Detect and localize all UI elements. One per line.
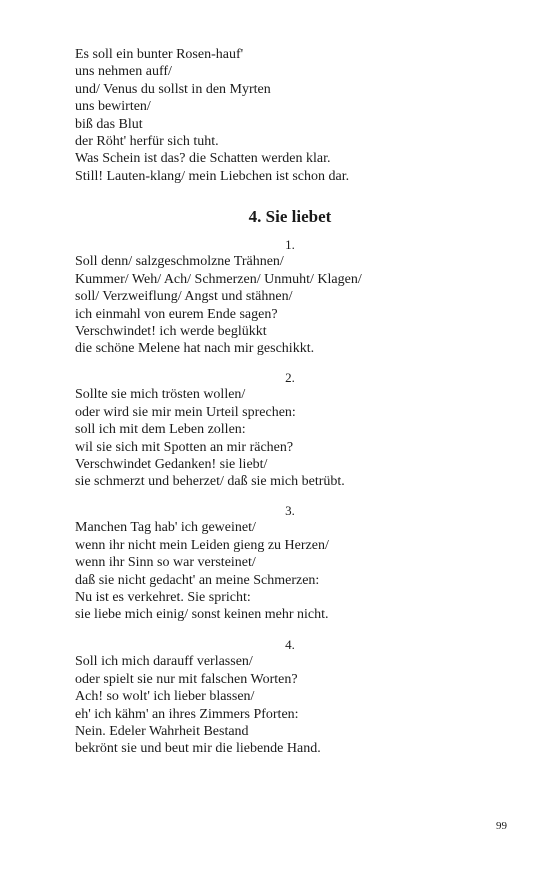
verse-line: wil sie sich mit Spotten an mir rächen? [75, 439, 294, 455]
verse-line: Verschwindet! ich werde beglükkt [75, 324, 267, 340]
verse-line: Sollte sie mich trösten wollen/ [75, 387, 246, 403]
verse-line: der Röht' herfür sich tuht. [75, 134, 219, 150]
poem-title: 4. Sie liebet [248, 207, 332, 226]
stanza-4 [75, 636, 515, 758]
verse-line: sie schmerzt und beherzet/ daß sie mich betrübt. [75, 474, 345, 490]
verse-line: Es soll ein bunter Rosen-hauf' [75, 47, 244, 62]
verse-line: und/ Venus du sollst in den Myrten [75, 81, 271, 97]
intro-verse [75, 46, 515, 185]
stanza-number: 2. [285, 370, 295, 385]
verse-line: oder spielt sie nur mit falschen Worten? [75, 671, 298, 687]
verse-line: Nein. Edeler Wahrheit Bestand [75, 724, 249, 740]
verse-line: Still! Lauten-klang/ mein Liebchen ist schon dar. [75, 168, 350, 184]
verse-line: eh' ich kähm' an ihres Zimmers Pforten: [75, 706, 299, 722]
verse-line: Ach! so wolt' ich lieber blassen/ [75, 689, 255, 705]
verse-line: sie liebe mich einig/ sonst keinen mehr nicht. [75, 607, 329, 623]
verse-line: die schöne Melene hat nach mir geschikkt. [75, 341, 315, 357]
verse-line: soll ich mit dem Leben zollen: [75, 422, 246, 438]
verse-line: wenn ihr Sinn so war versteinet/ [75, 555, 256, 571]
verse-line: Verschwindet Gedanken! sie liebt/ [75, 457, 268, 473]
verse-line: soll/ Verzweiflung/ Angst und stähnen/ [75, 289, 293, 305]
stanza-number: 3. [285, 503, 295, 518]
verse-line: Kummer/ Weh/ Ach/ Schmerzen/ Unmuht/ Klagen/ [75, 271, 362, 287]
verse-line: Manchen Tag hab' ich geweinet/ [75, 520, 256, 536]
verse-line: Soll ich mich darauff verlassen/ [75, 654, 253, 670]
verse-line: oder wird sie mir mein Urteil sprechen: [75, 404, 296, 420]
verse-line: daß sie nicht gedacht' an meine Schmerzen: [75, 572, 320, 588]
verse-line: wenn ihr nicht mein Leiden gieng zu Herzen/ [75, 537, 329, 553]
verse-line: bekrönt sie und beut mir die liebende Hand. [75, 741, 321, 757]
verse-line: ich einmahl von eurem Ende sagen? [75, 306, 278, 322]
stanza-3 [75, 502, 515, 624]
stanza-2 [75, 369, 515, 491]
stanza-number: 1. [285, 237, 295, 252]
stanza-1 [75, 236, 515, 358]
stanza-number: 4. [285, 637, 295, 652]
verse-line: Nu ist es verkehret. Sie spricht: [75, 590, 251, 606]
verse-line: Soll denn/ salzgeschmolzne Trähnen/ [75, 254, 284, 270]
verse-line: Was Schein ist das? die Schatten werden klar. [75, 151, 331, 167]
verse-line: uns bewirten/ [75, 99, 151, 115]
verse-line: biß das Blut [75, 116, 143, 132]
verse-line: uns nehmen auff/ [75, 64, 172, 80]
page-number: 99 [496, 820, 507, 832]
